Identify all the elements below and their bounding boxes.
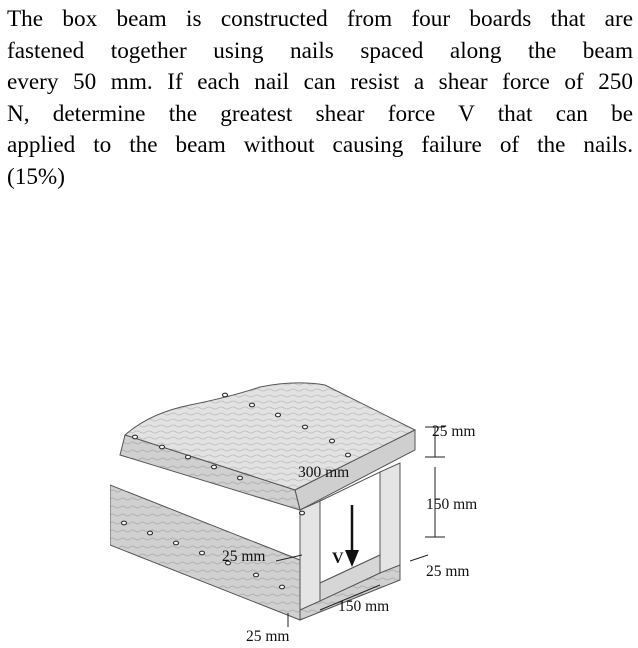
dim-inner-width-label: 150 mm xyxy=(338,598,390,615)
problem-line-2: fastened together using nails spaced along the beam xyxy=(7,37,633,64)
problem-line-3: every 50 mm. If each nail can resist a shear force of 250 xyxy=(7,69,633,95)
dim-bottom-thickness-label: 25 mm xyxy=(426,563,470,580)
dim-side-thickness-label: 25 mm xyxy=(222,548,266,565)
dim-web-height-label: 150 mm xyxy=(426,496,478,513)
top-board-surface xyxy=(125,383,415,490)
shear-label: V xyxy=(332,550,344,567)
problem-line-5: applied to the beam without causing failure of the nails. xyxy=(7,132,633,158)
problem-statement xyxy=(7,4,633,193)
right-web-section xyxy=(380,463,400,573)
dim-top-width-label: 300 mm xyxy=(298,464,350,481)
dim-bottom-side-label: 25 mm xyxy=(246,628,290,645)
dim-line-bottom xyxy=(410,555,428,561)
problem-line-6: (15%) xyxy=(7,163,65,190)
problem-line-4: N, determine the greatest shear force V that can be xyxy=(7,100,633,127)
box-beam-figure xyxy=(110,375,510,645)
left-web-section xyxy=(300,501,320,610)
dim-top-thickness-label: 25 mm xyxy=(432,423,476,440)
problem-line-1: The box beam is constructed from four boards that are xyxy=(7,6,633,32)
